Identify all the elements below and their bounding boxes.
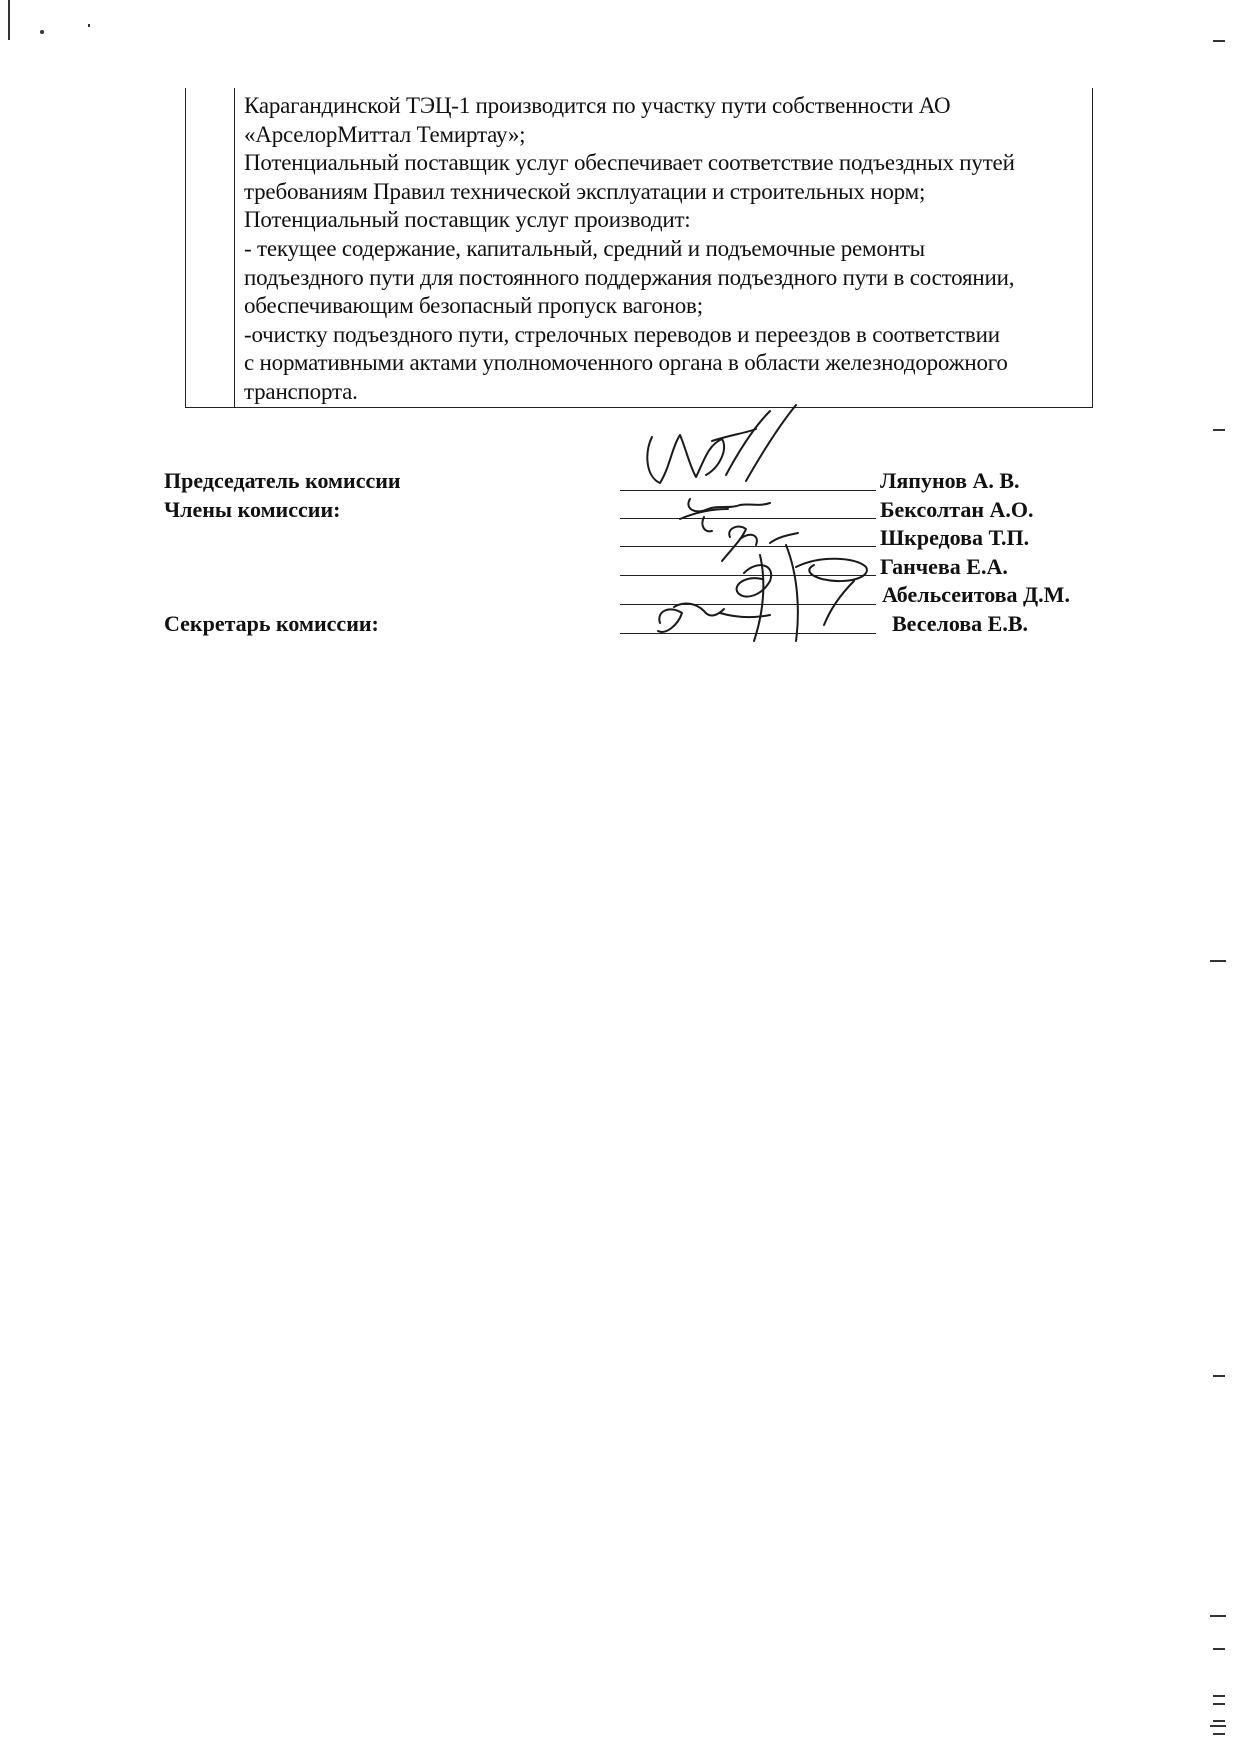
table-text-line: «АрселорМиттал Темиртау»; [244,121,526,147]
member-name: Ляпунов А. В. [880,468,1020,493]
table-text-line: Потенциальный поставщик услуг производит: [244,207,691,233]
scan-edge-mark [1213,1648,1225,1650]
table-text-line: требованиям Правил технической эксплуатации и строительных норм; [244,178,926,204]
scan-edge-mark [1210,1615,1226,1617]
scan-edge-mark [8,0,10,40]
requirements-table-fragment [185,88,1093,408]
scan-edge-mark [1213,1720,1225,1722]
table-column-divider [234,88,235,407]
table-text-line: подъездного пути для постоянного поддержания подъездного пути в состоянии, [244,264,1015,290]
scan-edge-mark [1210,960,1226,962]
scan-edge-mark [1210,1725,1226,1727]
table-text-line: -очистку подъездного пути, стрелочных переводов и переездов в соответствии [244,321,1000,347]
scan-edge-mark [1213,1733,1225,1735]
chairman-label: Председатель комиссии [164,468,401,493]
member-name: Бексолтан А.О. [880,497,1034,522]
member-name: Веселова Е.В. [892,611,1029,636]
table-text-line: - текущее содержание, капитальный, средний и подъемочные ремонты [244,235,925,261]
table-text-line: с нормативными актами уполномоченного органа в области железнодорожного [244,350,1008,376]
member-name: Шкредова Т.П. [880,525,1030,550]
member-name: Абельсеитова Д.М. [882,582,1070,607]
table-text-line: Потенциальный поставщик услуг обеспечивает соответствие подъездных путей [244,150,1015,176]
scan-edge-mark [1213,1695,1225,1697]
scan-edge-mark [1213,429,1225,431]
scan-dot [40,30,44,34]
table-text-line: обеспечивающим безопасный пропуск вагонов; [244,293,703,319]
handwritten-signatures [600,405,920,665]
scan-dot [88,24,90,27]
member-name: Ганчева Е.А. [880,554,1008,579]
table-cell-text [244,92,1090,407]
table-text-line: Карагандинской ТЭЦ-1 производится по участку пути собственности АО [244,93,951,118]
scan-edge-mark [1213,1703,1225,1705]
members-label: Члены комиссии: [164,497,341,522]
table-text-line: транспорта. [244,378,358,404]
scan-edge-mark [1213,1375,1225,1377]
scan-edge-mark [1213,40,1225,42]
secretary-label: Секретарь комиссии: [164,611,379,636]
